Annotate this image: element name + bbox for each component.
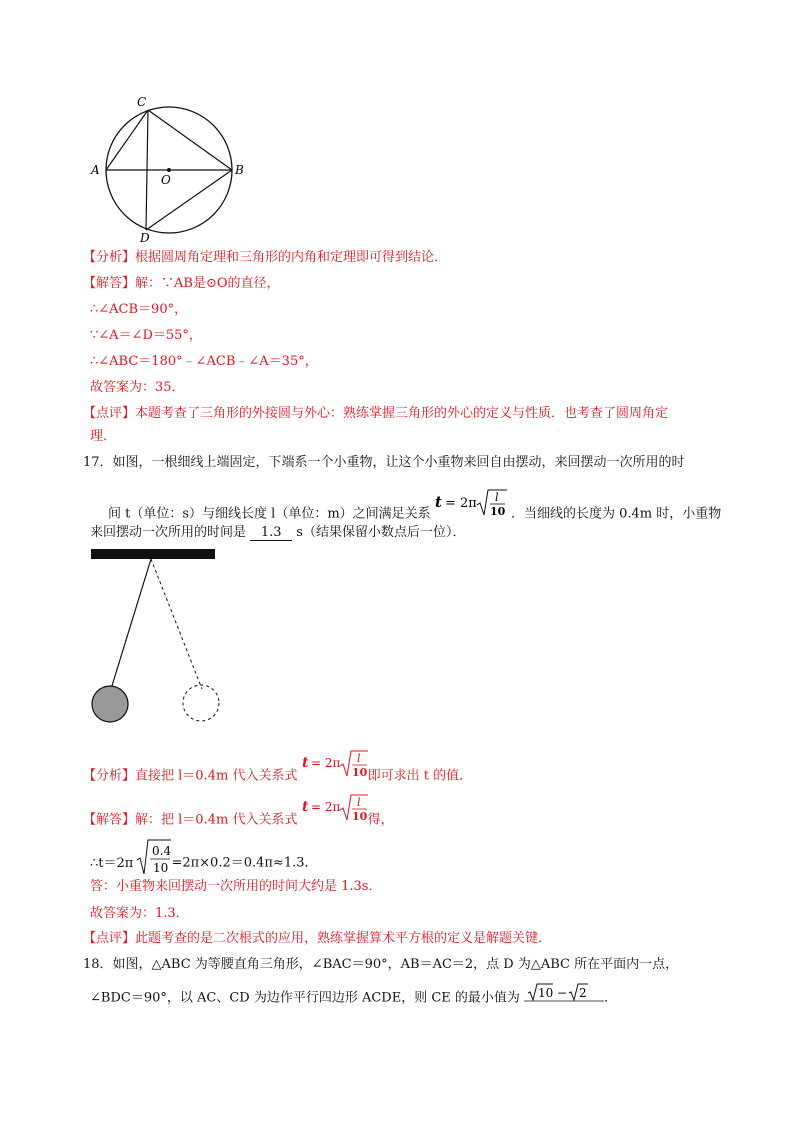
q16-answer: 故答案为：35． — [90, 380, 185, 395]
svg-text:l: l — [356, 796, 361, 809]
label-a: A — [91, 163, 100, 177]
label-b: B — [235, 163, 244, 177]
q17-solution: 【解答】解：把 l＝0.4m 代入关系式 t = 2π l 10 得， — [83, 796, 394, 828]
q18-line2: ∠BDC＝90°，以 AC、CD 为边作平行四边形 ACDE，则 CE 的最小值为 10 − 2 ． — [90, 984, 617, 1012]
q17-stem-line3: 来回摆动一次所用的时间是 1.3 s（结果保留小数点后一位）． — [90, 525, 466, 540]
svg-text:2: 2 — [579, 986, 587, 1000]
svg-text:t: t — [301, 755, 309, 771]
q17-comment: 【点评】此题考查的是二次根式的应用，熟练掌握算术平方根的定义是解题关键． — [83, 931, 552, 946]
q17-calc: ∴t＝2π 0.4 10 =2π×0.2＝0.4π≈1.3． — [90, 840, 318, 886]
q16-solution: 【解答】解：∵AB是⊙O的直径， — [83, 276, 280, 291]
chord-cb — [148, 110, 232, 170]
q17-answer: 故答案为：1.3． — [90, 906, 189, 921]
svg-text:l: l — [356, 752, 361, 765]
q17-reply: 答：小重物来回摆动一次所用的时间大约是 1.3s． — [90, 879, 382, 894]
label-d: D — [140, 231, 150, 242]
ceiling-bar — [91, 549, 215, 559]
q17-analysis: 【分析】直接把 l＝0.4m 代入关系式 t = 2π l 10 即可求出 t 的值． — [83, 752, 473, 784]
svg-text:10: 10 — [351, 766, 367, 779]
q16-comment: 【点评】本题考查了三角形的外接圆与外心：熟练掌握三角形的外心的定义与性质．也考查了圆周角定 — [83, 406, 669, 421]
svg-text:10: 10 — [153, 861, 169, 875]
svg-text:= 2π: = 2π — [310, 756, 340, 770]
svg-text:0.4: 0.4 — [152, 844, 172, 858]
string-dashed — [151, 559, 202, 689]
q17-stem-line2: 间 t（单位：s）与细线长度 l（单位：m）之间满足关系 t = 2π l 10 ．当细线的长度为 0.4m 时，小重物 — [108, 495, 721, 533]
label-c: C — [137, 95, 147, 109]
svg-text:= 2π: = 2π — [444, 496, 477, 511]
label-o: O — [161, 173, 171, 187]
chord-ac — [106, 110, 148, 170]
q17-stem-line1: 17．如图，一根细线上端固定，下端系一个小重物，让这个小重物来回自由摆动，来回摆动一次所用的时 — [83, 455, 685, 470]
formula-period — [435, 487, 507, 525]
weight-dashed — [183, 685, 219, 721]
q16-step2: ∵∠A＝∠D＝55°， — [90, 328, 202, 343]
q16-comment-cont: 理． — [90, 429, 117, 444]
weight-solid — [92, 686, 128, 722]
string-solid — [111, 559, 151, 689]
chord-db — [146, 170, 232, 230]
svg-text:t: t — [301, 799, 309, 815]
q17-answer-blank: 1.3 — [250, 525, 292, 541]
svg-text:10: 10 — [351, 810, 367, 823]
svg-text:10: 10 — [538, 986, 554, 1000]
q16-analysis: 【分析】根据圆周角定理和三角形的内角和定理即可得到结论． — [83, 250, 448, 265]
pendulum-figure — [88, 545, 228, 725]
q16-step3: ∴∠ABC＝180°﹣∠ACB﹣∠A＝35°， — [90, 354, 318, 369]
q18-line1: 18．如图，△ABC 为等腰直角三角形，∠BAC＝90°，AB＝AC＝2，点 D 为△ABC 所在平面内一点， — [83, 957, 679, 972]
svg-text:= 2π: = 2π — [310, 800, 340, 814]
svg-text:10: 10 — [489, 505, 506, 518]
svg-text:−: − — [557, 986, 568, 1000]
q18-answer — [524, 981, 604, 1009]
center-dot — [167, 168, 171, 172]
q16-step1: ∴∠ACB＝90°， — [90, 302, 188, 317]
svg-text:l: l — [494, 491, 499, 504]
circle-figure — [85, 92, 255, 242]
svg-text:t: t — [434, 493, 442, 511]
